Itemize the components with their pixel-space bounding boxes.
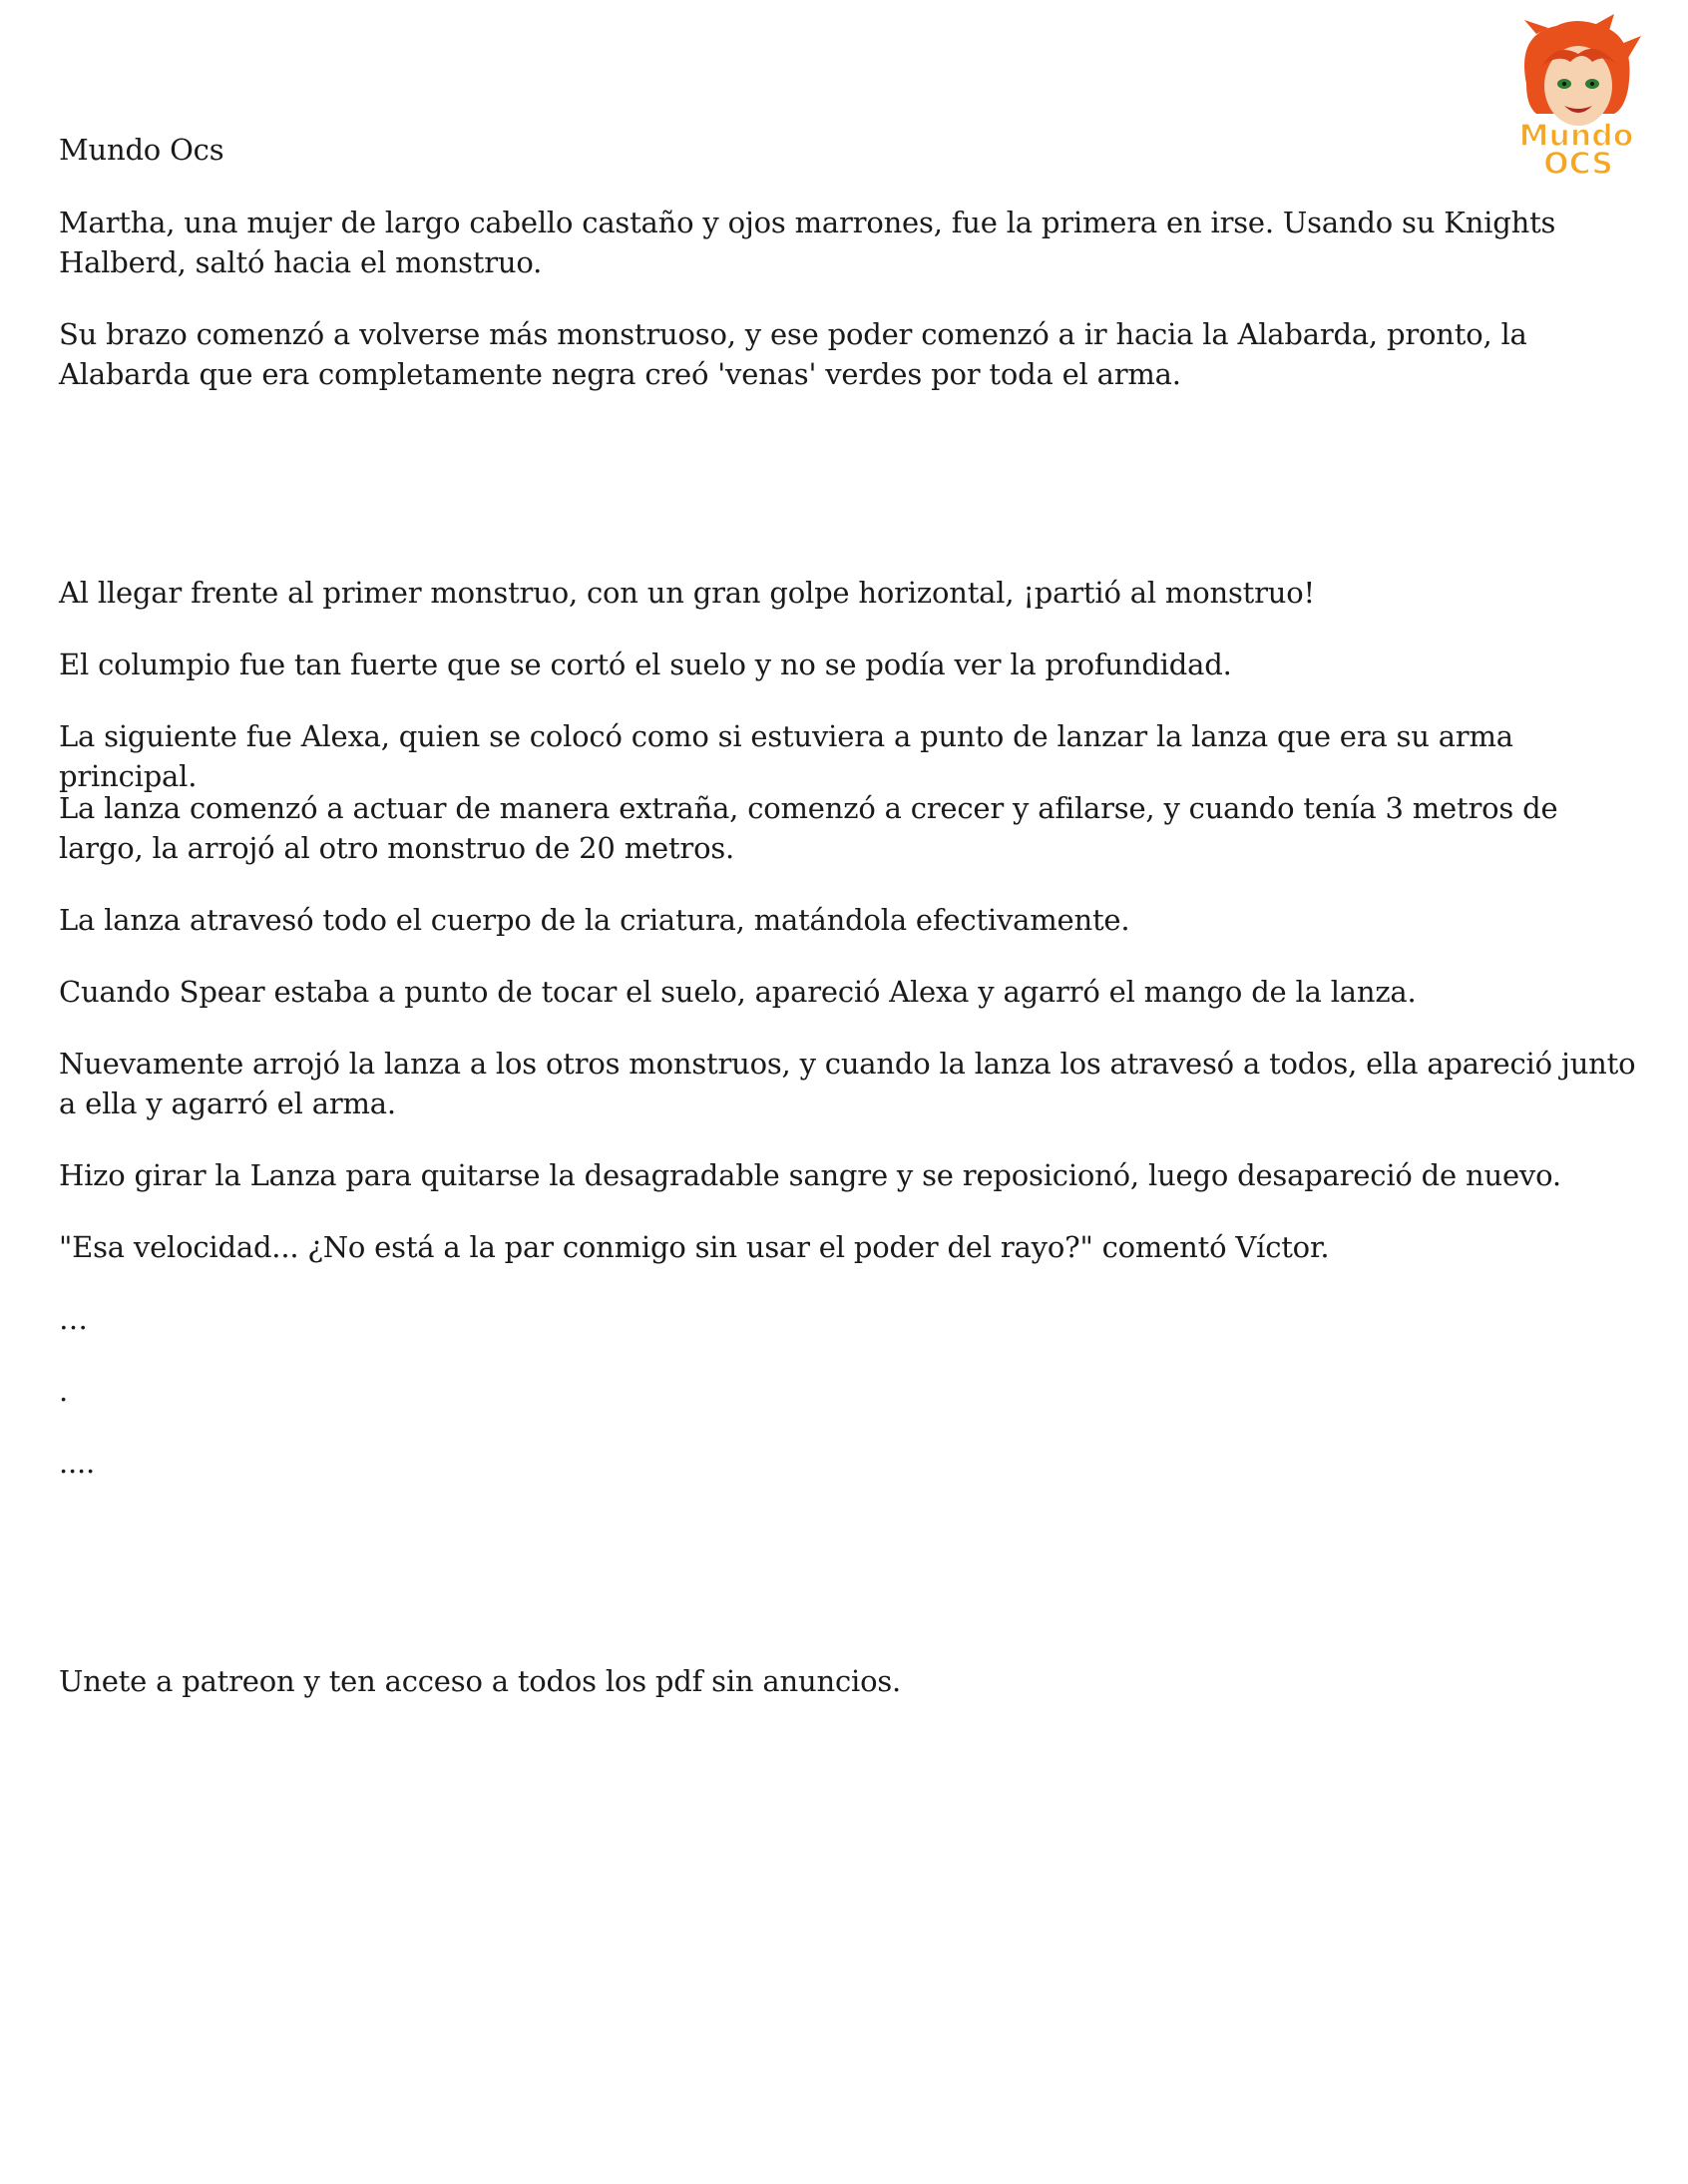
paragraph-ellipsis-2: . xyxy=(59,1374,69,1408)
paragraph-1: Martha, una mujer de largo cabello castaño y ojos marrones, fue la primera en irse. Usando su Knights Halberd, saltó hacia el monstruo. xyxy=(59,206,1556,279)
logo-text-line2: OCS xyxy=(1543,147,1613,180)
paragraph-6: La lanza comenzó a actuar de manera extraña, comenzó a crecer y afilarse, y cuando tenía 3 metros de largo, la arrojó al otro monstruo de 20 metros. xyxy=(59,791,1558,865)
paragraph-9: Nuevamente arrojó la lanza a los otros monstruos, y cuando la lanza los atravesó a todos, ella apareció junto a ella y agarró el arma. xyxy=(59,1047,1636,1120)
paragraph-7: La lanza atravesó todo el cuerpo de la criatura, matándola efectivamente. xyxy=(59,903,1130,937)
paragraph-10: Hizo girar la Lanza para quitarse la desagradable sangre y se reposicionó, luego desapareció de nuevo. xyxy=(59,1158,1561,1192)
paragraph-11: "Esa velocidad... ¿No está a la par conmigo sin usar el poder del rayo?" comentó Víctor. xyxy=(59,1230,1330,1264)
paragraph-4: El columpio fue tan fuerte que se cortó el suelo y no se podía ver la profundidad. xyxy=(59,648,1232,681)
logo-text-line1: Mundo xyxy=(1518,119,1634,154)
paragraph-2: Su brazo comenzó a volverse más monstruoso, y ese poder comenzó a ir hacia la Alabarda, pronto, la Alabarda que era completamente negra creó 'venas' verdes por toda el arma. xyxy=(59,317,1527,391)
patreon-note: Unete a patreon y ten acceso a todos los pdf sin anuncios. xyxy=(59,1664,902,1698)
site-name-heading: Mundo Ocs xyxy=(59,133,224,167)
paragraph-ellipsis-1: … xyxy=(59,1302,88,1336)
paragraph-3: Al llegar frente al primer monstruo, con un gran golpe horizontal, ¡partió al monstruo! xyxy=(59,576,1315,610)
paragraph-8: Cuando Spear estaba a punto de tocar el suelo, apareció Alexa y agarró el mango de la lanza. xyxy=(59,975,1417,1009)
paragraph-ellipsis-3: .... xyxy=(59,1446,96,1480)
paragraph-5: La siguiente fue Alexa, quien se colocó como si estuviera a punto de lanzar la lanza que era su arma principal. xyxy=(59,719,1513,793)
